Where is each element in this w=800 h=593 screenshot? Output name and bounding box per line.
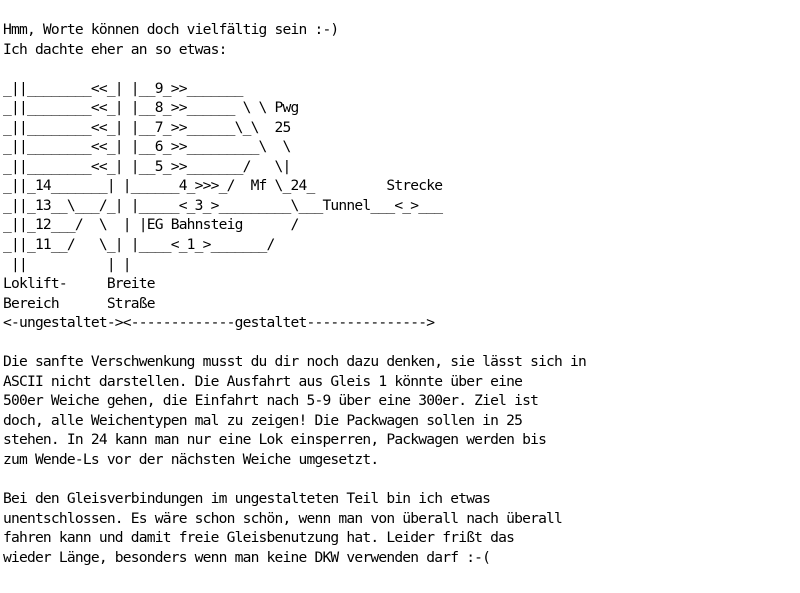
text-line: stehen. In 24 kann man nur eine Lok einsperren, Packwagen werden bis <box>3 431 547 449</box>
spacer <box>3 470 793 490</box>
text-line: _||________<<_| |__8_>>______ \ \ Pwg <box>3 99 299 117</box>
text-line: _||_13__\___/_| |_____<_3_>_________\___Tunnel___<_>___ <box>3 196 443 214</box>
spacer <box>3 333 793 353</box>
text-line: unentschlossen. Es wäre schon schön, wenn man von überall nach überall <box>3 509 563 527</box>
text-line: doch, alle Weichentypen mal zu zeigen! Die Packwagen sollen in 25 <box>3 411 523 429</box>
text-line: _||_14_______| |______4_>>>_/ Mf \_24_ Strecke <box>3 177 443 195</box>
text-line: _||_12___/ \ | |EG Bahnsteig / <box>3 216 299 234</box>
text-line: _||________<<_| |__7_>>______\_\ 25 <box>3 118 291 136</box>
text-line: Die sanfte Verschwenkung musst du dir noch dazu denken, sie lässt sich in <box>3 353 586 371</box>
text-line: wieder Länge, besonders wenn man keine DKW verwenden darf :-( <box>3 548 491 566</box>
text-line: Ich dachte eher an so etwas: <box>3 40 227 58</box>
text-line: fahren kann und damit freie Gleisbenutzung hat. Leider frißt das <box>3 529 515 547</box>
text-line: _||_11__/ \_| |____<_1_>_______/ <box>3 236 275 254</box>
text-line: 500er Weiche gehen, die Einfahrt nach 5-9 über eine 300er. Ziel ist <box>3 392 539 410</box>
text-line: _||________<<_| |__6_>>_________\ \ <box>3 138 291 156</box>
text-line: || | | <box>3 255 131 273</box>
ascii-track-diagram <box>3 79 793 333</box>
text-line: <-ungestaltet-><-------------gestaltet---------------> <box>3 314 435 332</box>
spacer <box>3 59 793 79</box>
text-line: zum Wende-Ls vor der nächsten Weiche umgesetzt. <box>3 451 379 469</box>
paragraph-explanation <box>3 352 793 469</box>
text-line: Bei den Gleisverbindungen im ungestalteten Teil bin ich etwas <box>3 490 491 508</box>
text-line: _||________<<_| |__9_>>_______ <box>3 79 243 97</box>
text-line: Hmm, Worte können doch vielfältig sein :-) <box>3 21 339 38</box>
intro-text <box>3 20 793 59</box>
text-line: _||________<<_| |__5_>>_______/ \| <box>3 157 291 175</box>
text-line: Loklift- Breite <box>3 275 155 293</box>
paragraph-track-connections <box>3 489 793 567</box>
text-line: ASCII nicht darstellen. Die Ausfahrt aus Gleis 1 könnte über eine <box>3 372 523 390</box>
forum-post-body <box>3 20 793 567</box>
text-line: Bereich Straße <box>3 294 155 312</box>
